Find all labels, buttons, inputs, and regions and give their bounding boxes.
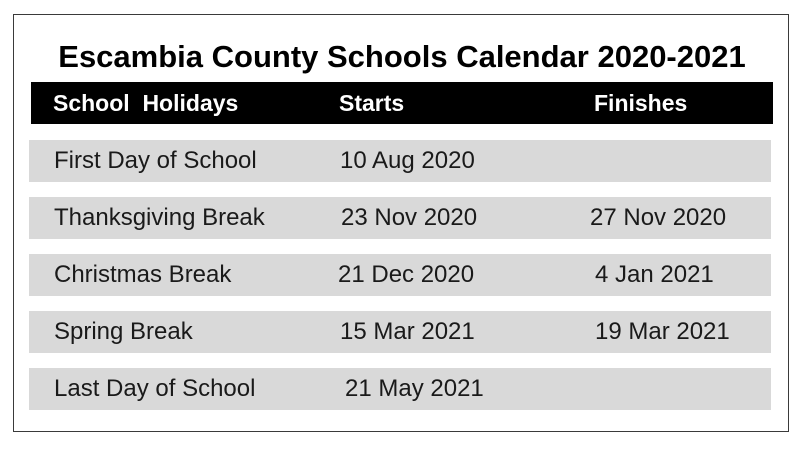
holiday-finish: 19 Mar 2021 bbox=[595, 318, 730, 345]
holiday-name: Thanksgiving Break bbox=[54, 204, 265, 231]
table-row bbox=[29, 254, 771, 296]
table-row bbox=[29, 311, 771, 353]
table-row bbox=[29, 197, 771, 239]
holiday-start: 21 Dec 2020 bbox=[338, 261, 475, 288]
holiday-start: 23 Nov 2020 bbox=[341, 204, 478, 231]
table-row bbox=[29, 368, 771, 410]
holiday-start: 10 Aug 2020 bbox=[340, 147, 475, 174]
page-title: Escambia County Schools Calendar 2020-2021 bbox=[58, 39, 746, 74]
holiday-finish: 27 Nov 2020 bbox=[590, 204, 727, 231]
holiday-start: 15 Mar 2021 bbox=[340, 318, 475, 345]
calendar-frame bbox=[13, 14, 789, 432]
holiday-name: First Day of School bbox=[54, 147, 257, 174]
header-school-holidays: School Holidays bbox=[53, 90, 239, 116]
header-finishes: Finishes bbox=[594, 90, 688, 116]
holiday-finish: 4 Jan 2021 bbox=[595, 261, 714, 288]
holiday-name: Spring Break bbox=[54, 318, 193, 345]
table-header bbox=[31, 82, 773, 124]
table-row bbox=[29, 140, 771, 182]
header-starts: Starts bbox=[339, 90, 405, 116]
holiday-name: Christmas Break bbox=[54, 261, 232, 288]
holiday-name: Last Day of School bbox=[54, 375, 256, 402]
holiday-start: 21 May 2021 bbox=[345, 375, 484, 402]
